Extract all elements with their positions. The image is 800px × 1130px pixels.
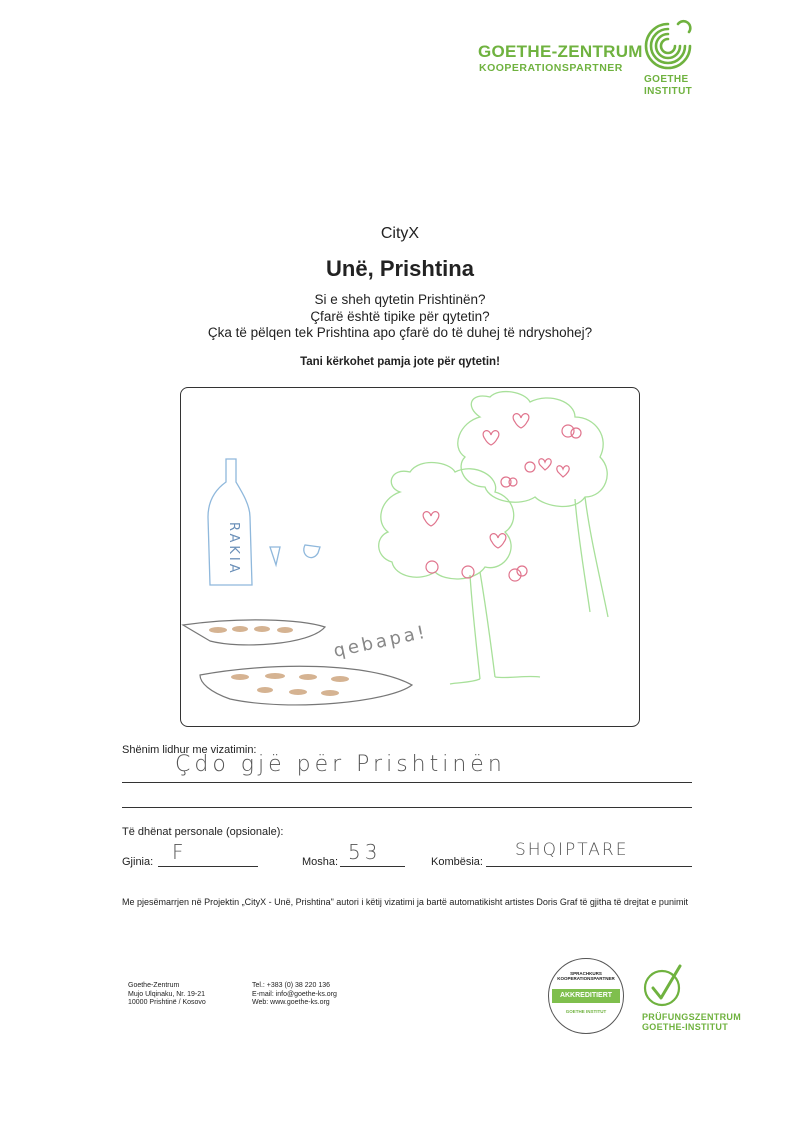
nationality-label: Kombësia:: [431, 856, 483, 868]
personal-data-label: Të dhënat personale (opsionale):: [122, 826, 284, 838]
footer-contact: Tel.: +383 (0) 38 220 136 E-mail: info@goethe-ks.org Web: www.goethe-ks.org: [252, 982, 337, 1006]
drawing-area: [180, 387, 640, 727]
qebapa-drawing: [209, 626, 349, 696]
note-line-1[interactable]: [122, 782, 692, 783]
flower-drawing: [423, 413, 581, 580]
project-name: CityX: [380, 225, 420, 242]
age-label: Mosha:: [302, 856, 339, 868]
badge-main-text: AKKREDITIERT: [552, 989, 620, 1003]
logo-goethe-zentrum: GOETHE-ZENTRUM: [478, 42, 643, 61]
page-title: Unë, Prishtina: [326, 256, 474, 281]
goethe-institut-logo-icon: [640, 18, 696, 74]
child-drawing: [180, 387, 640, 727]
pruefungszentrum-label: PRÜFUNGSZENTRUM GOETHE-INSTITUT: [642, 1012, 741, 1032]
note-label: Shënim lidhur me vizatimin:: [122, 744, 257, 756]
goethe-institut-label: GOETHE INSTITUT: [644, 74, 693, 97]
qebapa-label: qebapa!: [331, 620, 430, 662]
gender-value: F: [172, 840, 188, 864]
nationality-field[interactable]: [486, 866, 692, 867]
gender-label: Gjinia:: [122, 856, 154, 868]
badge-bottom-text: GOETHE INSTITUT: [565, 1009, 607, 1014]
bottle-drawing: [208, 459, 320, 585]
question-3: Çka të pëlqen tek Prishtina apo çfarë do të duhej të ndryshohej?: [207, 325, 593, 340]
gender-field[interactable]: [158, 866, 258, 867]
badge-top-text: SPRACHKURS KOOPERATIONSPARTNER: [557, 971, 615, 981]
question-1: Si e sheh qytetin Prishtinën?: [314, 292, 486, 307]
note-value: Çdo gjë për Prishtinën: [175, 752, 506, 777]
question-2: Çfarë është tipike për qytetin?: [310, 309, 490, 324]
age-value: 53: [348, 840, 382, 864]
accreditation-badge: [548, 958, 624, 1034]
drawing-prompt: Tani kërkohet pamja jote për qytetin!: [300, 356, 500, 368]
footer-address: Goethe-Zentrum Mujo Ulqinaku, Nr. 19-21 10000 Prishtinë / Kosovo: [128, 982, 206, 1006]
consent-text: Me pjesëmarrjen në Projektin „CityX - Unë, Prishtina" autori i këtij vizatimi ja bartë automatikisht artistes Doris Graf të gjitha të drejtat e punimit: [122, 897, 688, 907]
bottle-label: RAKIA: [225, 521, 241, 576]
checkmark-icon: [642, 962, 686, 1008]
logo-kooperationspartner: KOOPERATIONSPARTNER: [479, 62, 623, 74]
nationality-value: SHQIPTARE: [515, 840, 629, 860]
age-field[interactable]: [340, 866, 405, 867]
note-line-2[interactable]: [122, 807, 692, 808]
